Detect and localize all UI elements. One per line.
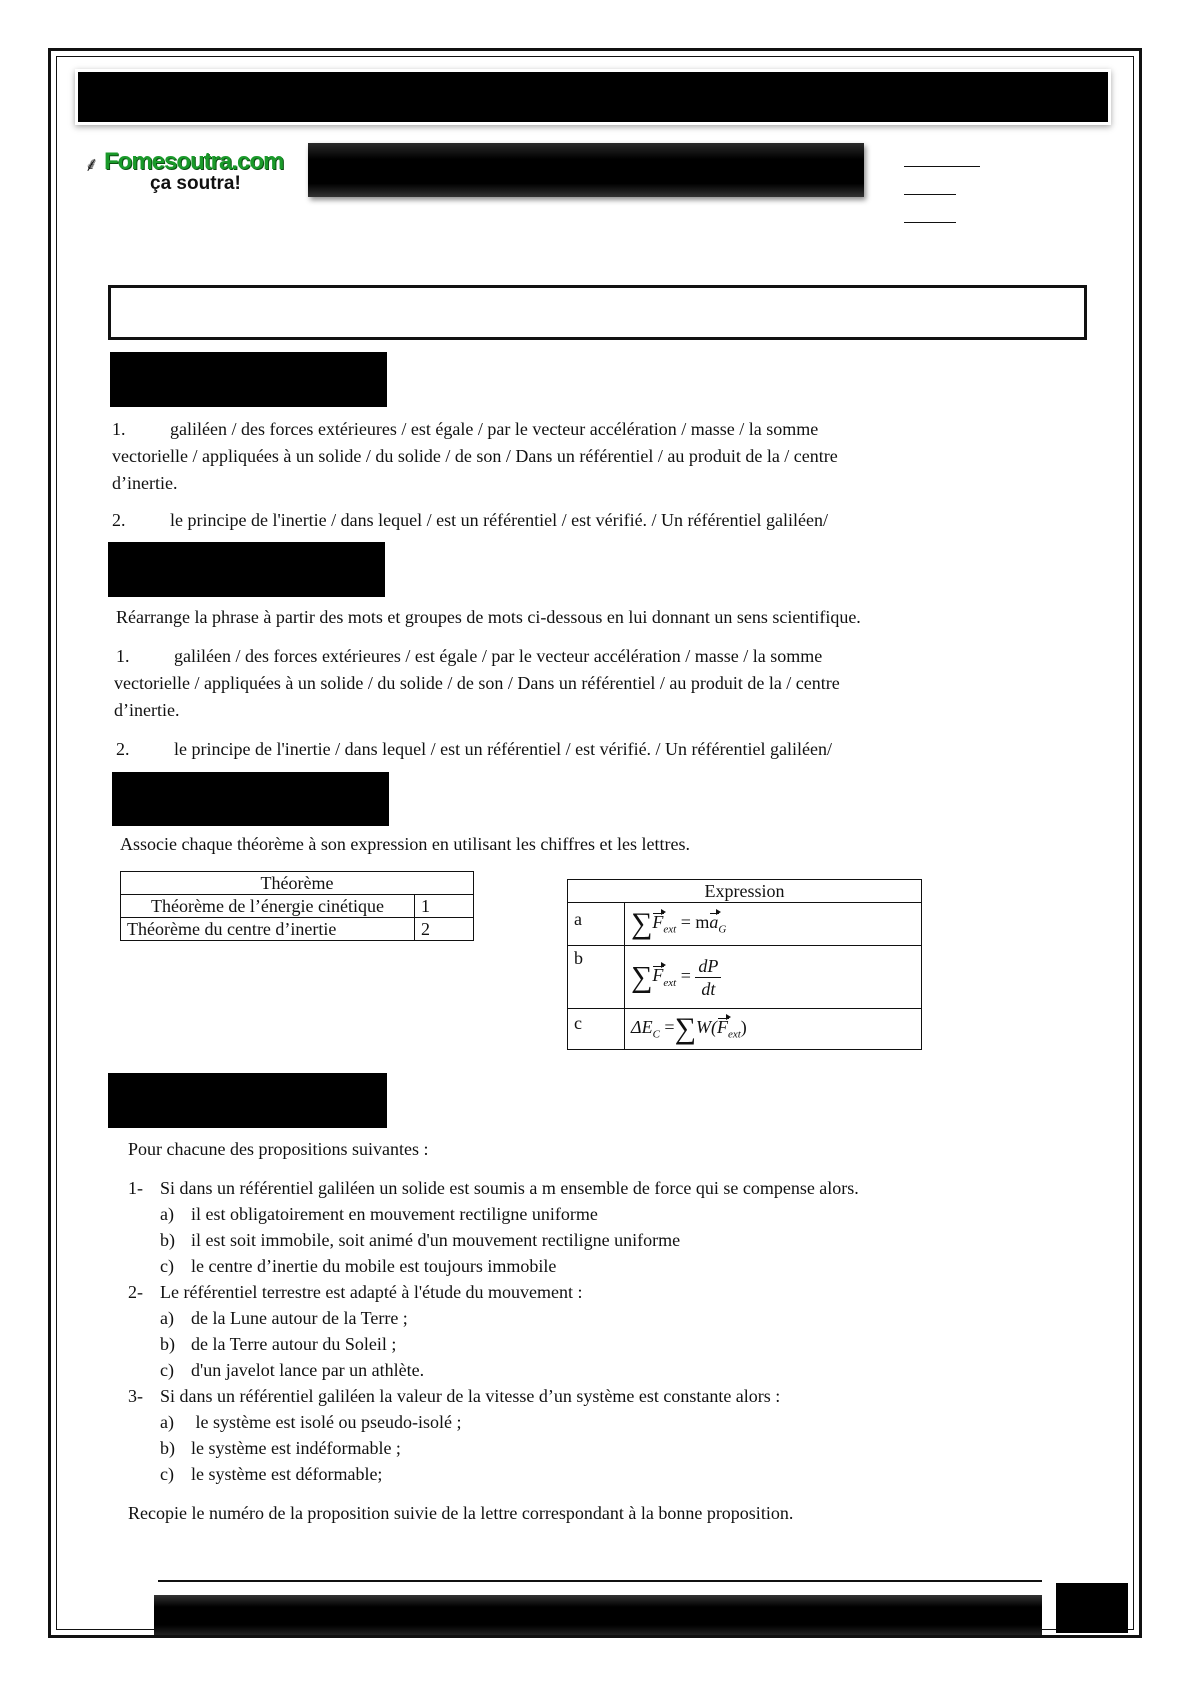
option-list <box>128 1409 1028 1487</box>
list-item: 1. galiléen / des forces extérieures / est égale / par le vecteur accélération / masse / la somme <box>116 646 823 666</box>
section-heading-redacted <box>108 542 385 597</box>
option-list <box>128 1201 1028 1279</box>
section-heading-redacted <box>112 772 389 826</box>
table-cell: a <box>568 903 625 946</box>
option: c) le centre d’inertie du mobile est toujours immobile <box>160 1256 557 1276</box>
title-box <box>108 285 1087 340</box>
option: a) de la Lune autour de la Terre ; <box>160 1308 408 1328</box>
option: c) d'un javelot lance par un athlète. <box>160 1360 425 1380</box>
table-row <box>121 918 474 941</box>
table-row <box>121 895 474 918</box>
option: b) de la Terre autour du Soleil ; <box>160 1334 397 1354</box>
brand-logo[interactable]: Fomesoutra.com <box>104 148 284 175</box>
section-4-content <box>128 1136 1028 1526</box>
option: b) le système est indéformable ; <box>160 1438 401 1458</box>
option: a) le système est isolé ou pseudo-isolé ; <box>160 1412 462 1432</box>
table-row <box>568 946 922 1009</box>
list-item-continuation: vectorielle / appliquées à un solide / du solide / de son / Dans un référentiel / au produit de la / centre <box>114 673 840 693</box>
formula-kinetic-energy: $\Delta E_C =\sum W(F_{ext})$ <box>625 1009 922 1050</box>
table-cell: 1 <box>415 895 474 918</box>
list-item: 2. le principe de l'inertie / dans lequel / est un référentiel / est vérifié. / Un référentiel galiléen/ <box>112 510 828 530</box>
question: 2- Le référentiel terrestre est adapté à l'étude du mouvement : <box>128 1282 583 1302</box>
section-heading-redacted <box>108 1073 387 1128</box>
subtitle-bar-redacted <box>308 143 864 197</box>
table-cell: 2 <box>415 918 474 941</box>
list-item: 1. galiléen / des forces extérieures / est égale / par le vecteur accélération / masse / la somme <box>112 419 819 439</box>
list-item-continuation: d’inertie. <box>114 700 180 720</box>
footer-rule <box>158 1580 1042 1582</box>
section-1-content <box>112 416 1012 534</box>
formula-newton: $\sum F_{ext} = ma_G$ <box>625 903 922 946</box>
option: c) le système est déformable; <box>160 1464 383 1484</box>
question: 1- Si dans un référentiel galiléen un solide est soumis a m ensemble de force qui se compense alors. <box>128 1178 859 1198</box>
theorem-table <box>120 871 474 941</box>
header-blank-line <box>904 166 980 167</box>
section-heading-redacted <box>110 352 387 407</box>
list-item-continuation: d’inertie. <box>112 473 178 493</box>
header-blank-line <box>904 194 956 195</box>
option: a) il est obligatoirement en mouvement rectiligne uniforme <box>160 1204 598 1224</box>
brand-tagline: ça soutra! <box>150 173 241 194</box>
table-cell: c <box>568 1009 625 1050</box>
runner-icon: ⸙ <box>84 152 99 176</box>
formula-momentum: $\sum F_{ext}$ = $\frac{dP}{dt}$ <box>625 946 922 1009</box>
table-cell: b <box>568 946 625 1009</box>
closing-instruction: Recopie le numéro de la proposition suivie de la lettre correspondant à la bonne proposition. <box>128 1503 794 1523</box>
question: 3- Si dans un référentiel galiléen la valeur de la vitesse d’un système est constante alors : <box>128 1386 781 1406</box>
option: b) il est soit immobile, soit animé d'un mouvement rectiligne uniforme <box>160 1230 681 1250</box>
header-blank-line <box>904 222 956 223</box>
section-2-content <box>116 604 1016 763</box>
list-item: 2. le principe de l'inertie / dans lequel / est un référentiel / est vérifié. / Un référentiel galiléen/ <box>116 739 832 759</box>
table-header: Expression <box>568 880 922 903</box>
table-row <box>568 903 922 946</box>
instruction: Réarrange la phrase à partir des mots et groupes de mots ci-dessous en lui donnant un sens scientifique. <box>116 607 861 627</box>
header-bar-redacted <box>78 72 1108 122</box>
table-cell: Théorème du centre d’inertie <box>121 918 415 941</box>
instruction: Associe chaque théorème à son expression en utilisant les chiffres et les lettres. <box>120 834 690 854</box>
expression-table <box>567 879 922 1050</box>
list-item-continuation: vectorielle / appliquées à un solide / du solide / de son / Dans un référentiel / au produit de la / centre <box>112 446 838 466</box>
table-row <box>568 1009 922 1050</box>
intro: Pour chacune des propositions suivantes : <box>128 1139 429 1159</box>
table-header: Théorème <box>121 872 474 895</box>
table-cell: Théorème de l’énergie cinétique <box>121 895 415 918</box>
footer-bar-redacted <box>154 1595 1042 1635</box>
option-list <box>128 1305 1028 1383</box>
page-number-box-redacted <box>1056 1583 1128 1633</box>
